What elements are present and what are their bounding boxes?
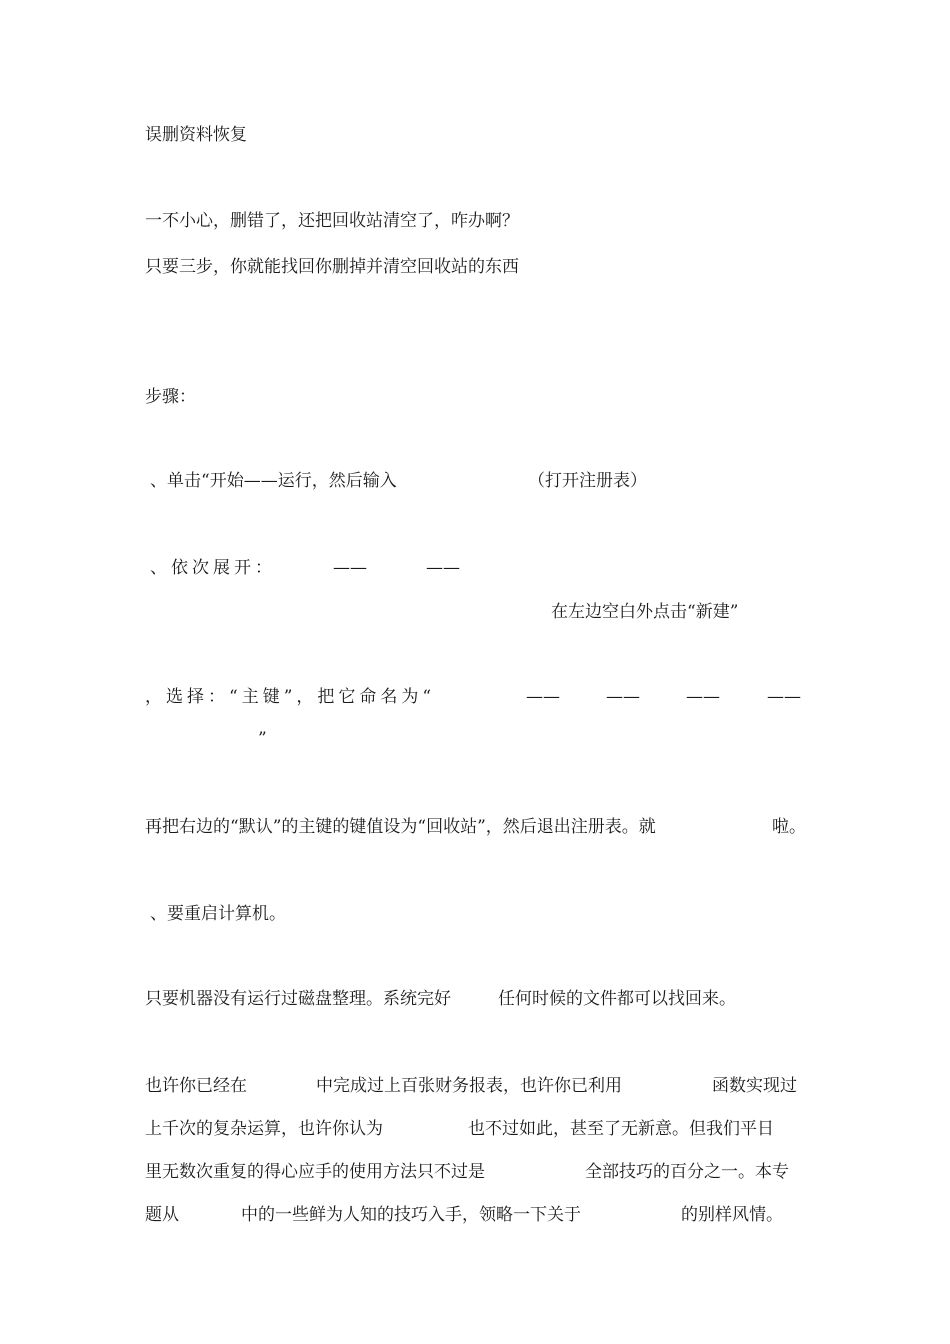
step-2-dash-b: ——	[426, 558, 460, 578]
note-part-a: 只要机器没有运行过磁盘整理。系统完好	[145, 989, 451, 1009]
intro-line-1: 一不小心，删错了，还把回收站清空了，咋办啊？	[145, 211, 519, 231]
step-2-default-line-a: 再把右边的“默认”的主键的键值设为“回收站”，然后退出注册表。就	[145, 817, 656, 837]
step-2-close-quote: ”	[258, 729, 267, 749]
step-1-note: （打开注册表）	[528, 471, 647, 491]
step-2-dash-a: ——	[333, 558, 367, 578]
step-3-text: 、要重启计算机。	[150, 904, 286, 924]
para-line-1b: 中完成过上百张财务报表，也许你已利用	[316, 1076, 622, 1096]
para-line-2b: 也不过如此，甚至了无新意。但我们平日	[468, 1119, 774, 1139]
para-line-4b: 中的一些鲜为人知的技巧入手，领略一下关于	[241, 1205, 581, 1225]
step-2-dash-d: ——	[606, 687, 640, 707]
para-line-1a: 也许你已经在	[145, 1076, 247, 1096]
para-line-4a: 题从	[145, 1205, 179, 1225]
para-line-2a: 上千次的复杂运算，也许你认为	[145, 1119, 383, 1139]
step-1-text: 、单击“开始——运行，然后输入	[150, 471, 397, 491]
intro-line-2: 只要三步，你就能找回你删掉并清空回收站的东西	[145, 257, 519, 277]
step-2-new-line: 在左边空白外点击“新建”	[551, 602, 739, 622]
step-2-dash-f: ——	[767, 687, 801, 707]
para-line-1c: 函数实现过	[712, 1076, 797, 1096]
para-line-3b: 全部技巧的百分之一。本专	[585, 1162, 789, 1182]
step-2-select-text: ，选择：“主键”，把它命名为“	[145, 687, 436, 707]
step-2-default-line-b: 啦。	[772, 817, 806, 837]
document-title: 误删资料恢复	[145, 125, 247, 145]
step-2-text: 、依次展开：	[150, 558, 276, 578]
para-line-4c: 的别样风情。	[681, 1205, 783, 1225]
note-part-b: 任何时候的文件都可以找回来。	[498, 989, 736, 1009]
step-2-dash-c: ——	[526, 687, 560, 707]
para-line-3a: 里无数次重复的得心应手的使用方法只不过是	[145, 1162, 485, 1182]
steps-heading: 步骤：	[145, 387, 196, 407]
step-2-dash-e: ——	[686, 687, 720, 707]
